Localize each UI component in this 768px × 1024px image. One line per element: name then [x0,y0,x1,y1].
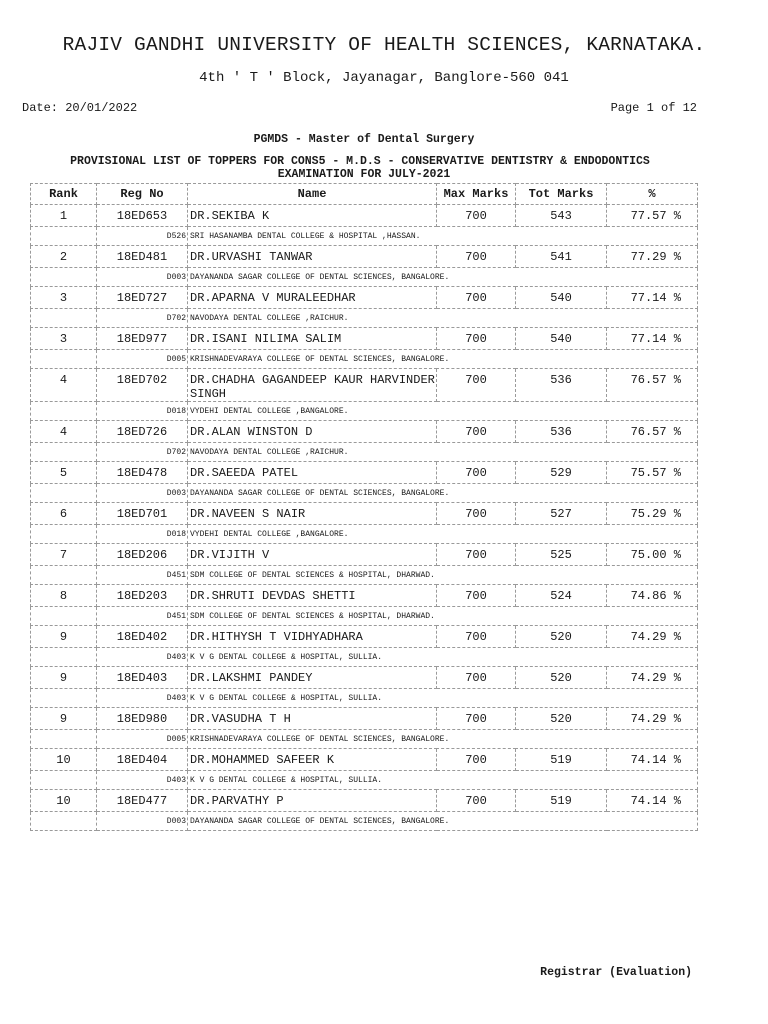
rank-cell: 9 [31,708,97,730]
college-row-spacer [31,689,97,708]
page-indicator: Page 1 of 12 [610,101,697,115]
tot-marks-cell: 520 [516,626,607,648]
college-code-cell: D005 [97,730,188,749]
college-row-spacer [31,402,97,421]
tot-marks-cell: 536 [516,369,607,402]
rank-cell: 7 [31,544,97,566]
tot-marks-cell: 540 [516,328,607,350]
college-name-cell: VYDEHI DENTAL COLLEGE ,BANGALORE. [188,402,698,421]
name-cell: DR.LAKSHMI PANDEY [188,667,437,689]
rank-cell: 5 [31,462,97,484]
column-header-max-marks: Max Marks [437,184,516,205]
name-cell: DR.ALAN WINSTON D [188,421,437,443]
college-code-cell: D451 [97,566,188,585]
percent-cell: 74.14 % [607,790,698,812]
reg-no-cell: 18ED477 [97,790,188,812]
percent-cell: 77.14 % [607,287,698,309]
name-cell: DR.ISANI NILIMA SALIM [188,328,437,350]
name-cell: DR.URVASHI TANWAR [188,246,437,268]
max-marks-cell: 700 [437,246,516,268]
tot-marks-cell: 525 [516,544,607,566]
reg-no-cell: 18ED203 [97,585,188,607]
college-name-cell: SRI HASANAMBA DENTAL COLLEGE & HOSPITAL ,HASSAN. [188,227,698,246]
table-row [31,667,698,689]
college-row-spacer [31,268,97,287]
percent-cell: 74.86 % [607,585,698,607]
college-code-cell: D003 [97,484,188,503]
max-marks-cell: 700 [437,544,516,566]
college-row [31,309,698,328]
tot-marks-cell: 540 [516,287,607,309]
toppers-table [30,183,698,831]
name-cell: DR.NAVEEN S NAIR [188,503,437,525]
tot-marks-cell: 519 [516,749,607,771]
reg-no-cell: 18ED478 [97,462,188,484]
rank-cell: 10 [31,790,97,812]
name-cell: DR.VIJITH V [188,544,437,566]
table-row [31,585,698,607]
reg-no-cell: 18ED402 [97,626,188,648]
percent-cell: 75.29 % [607,503,698,525]
college-name-cell: DAYANANDA SAGAR COLLEGE OF DENTAL SCIENCES, BANGALORE. [188,484,698,503]
reg-no-cell: 18ED481 [97,246,188,268]
name-cell: DR.APARNA V MURALEEDHAR [188,287,437,309]
table-row [31,369,698,402]
table-row [31,708,698,730]
list-title-line1: PROVISIONAL LIST OF TOPPERS FOR CONS5 - M.D.S - CONSERVATIVE DENTISTRY & ENDODONTICS [70,155,650,168]
table-row [31,287,698,309]
college-row [31,350,698,369]
name-cell: DR.VASUDHA T H [188,708,437,730]
max-marks-cell: 700 [437,421,516,443]
college-code-cell: D018 [97,402,188,421]
college-name-cell: VYDEHI DENTAL COLLEGE ,BANGALORE. [188,525,698,544]
rank-cell: 9 [31,626,97,648]
rank-cell: 10 [31,749,97,771]
table-row [31,328,698,350]
college-row-spacer [31,812,97,831]
college-code-cell: D451 [97,607,188,626]
column-header-tot-marks: Tot Marks [516,184,607,205]
tot-marks-cell: 541 [516,246,607,268]
college-name-cell: KRISHNADEVARAYA COLLEGE OF DENTAL SCIENCES, BANGALORE. [188,730,698,749]
university-title: RAJIV GANDHI UNIVERSITY OF HEALTH SCIENCES, KARNATAKA. [62,34,706,56]
percent-cell: 76.57 % [607,421,698,443]
reg-no-cell: 18ED206 [97,544,188,566]
max-marks-cell: 700 [437,328,516,350]
reg-no-cell: 18ED701 [97,503,188,525]
college-row [31,607,698,626]
name-cell: DR.CHADHA GAGANDEEP KAUR HARVINDER SINGH [188,369,437,402]
college-name-cell: SDM COLLEGE OF DENTAL SCIENCES & HOSPITAL, DHARWAD. [188,566,698,585]
max-marks-cell: 700 [437,626,516,648]
rank-cell: 3 [31,328,97,350]
table-row [31,544,698,566]
max-marks-cell: 700 [437,462,516,484]
college-row-spacer [31,309,97,328]
college-row-spacer [31,525,97,544]
college-row-spacer [31,648,97,667]
college-row-spacer [31,443,97,462]
reg-no-cell: 18ED977 [97,328,188,350]
college-row [31,484,698,503]
rank-cell: 9 [31,667,97,689]
max-marks-cell: 700 [437,790,516,812]
college-row-spacer [31,771,97,790]
list-title-line2: EXAMINATION FOR JULY-2021 [277,168,451,181]
document-date: Date: 20/01/2022 [22,101,138,115]
college-code-cell: D526 [97,227,188,246]
table-row [31,749,698,771]
max-marks-cell: 700 [437,749,516,771]
reg-no-cell: 18ED653 [97,205,188,227]
percent-cell: 77.57 % [607,205,698,227]
college-row-spacer [31,227,97,246]
course-title: PGMDS - Master of Dental Surgery [253,133,475,146]
reg-no-cell: 18ED702 [97,369,188,402]
college-row [31,268,698,287]
college-code-cell: D003 [97,812,188,831]
column-header-name: Name [188,184,437,205]
column-header-reg-no: Reg No [97,184,188,205]
college-row-spacer [31,730,97,749]
college-row [31,443,698,462]
rank-cell: 4 [31,421,97,443]
college-name-cell: SDM COLLEGE OF DENTAL SCIENCES & HOSPITAL, DHARWAD. [188,607,698,626]
max-marks-cell: 700 [437,503,516,525]
tot-marks-cell: 519 [516,790,607,812]
max-marks-cell: 700 [437,205,516,227]
percent-cell: 74.14 % [607,749,698,771]
max-marks-cell: 700 [437,667,516,689]
college-name-cell: K V G DENTAL COLLEGE & HOSPITAL, SULLIA. [188,689,698,708]
college-name-cell: K V G DENTAL COLLEGE & HOSPITAL, SULLIA. [188,648,698,667]
rank-cell: 4 [31,369,97,402]
tot-marks-cell: 527 [516,503,607,525]
table-row [31,205,698,227]
college-row [31,771,698,790]
registrar-signature-label: Registrar (Evaluation) [540,966,692,979]
name-cell: DR.SHRUTI DEVDAS SHETTI [188,585,437,607]
reg-no-cell: 18ED404 [97,749,188,771]
reg-no-cell: 18ED727 [97,287,188,309]
table-header-row [31,184,698,205]
college-row-spacer [31,484,97,503]
table-body [31,205,698,831]
column-header-rank: Rank [31,184,97,205]
percent-cell: 74.29 % [607,626,698,648]
rank-cell: 2 [31,246,97,268]
college-row-spacer [31,350,97,369]
name-cell: DR.PARVATHY P [188,790,437,812]
name-cell: DR.MOHAMMED SAFEER K [188,749,437,771]
percent-cell: 75.57 % [607,462,698,484]
reg-no-cell: 18ED980 [97,708,188,730]
college-row [31,566,698,585]
college-name-cell: K V G DENTAL COLLEGE & HOSPITAL, SULLIA. [188,771,698,790]
max-marks-cell: 700 [437,585,516,607]
college-name-cell: DAYANANDA SAGAR COLLEGE OF DENTAL SCIENCES, BANGALORE. [188,268,698,287]
reg-no-cell: 18ED726 [97,421,188,443]
college-code-cell: D003 [97,268,188,287]
percent-cell: 77.29 % [607,246,698,268]
tot-marks-cell: 543 [516,205,607,227]
college-code-cell: D702 [97,309,188,328]
reg-no-cell: 18ED403 [97,667,188,689]
college-row [31,812,698,831]
table-row [31,790,698,812]
tot-marks-cell: 529 [516,462,607,484]
percent-cell: 74.29 % [607,667,698,689]
tot-marks-cell: 520 [516,667,607,689]
name-cell: DR.HITHYSH T VIDHYADHARA [188,626,437,648]
college-row [31,648,698,667]
max-marks-cell: 700 [437,708,516,730]
table-row [31,503,698,525]
university-address: 4th ' T ' Block, Jayanagar, Banglore-560 041 [199,70,569,86]
college-code-cell: D005 [97,350,188,369]
college-row-spacer [31,566,97,585]
college-row [31,227,698,246]
rank-cell: 8 [31,585,97,607]
college-row [31,525,698,544]
rank-cell: 6 [31,503,97,525]
college-name-cell: NAVODAYA DENTAL COLLEGE ,RAICHUR. [188,443,698,462]
percent-cell: 77.14 % [607,328,698,350]
college-row [31,730,698,749]
tot-marks-cell: 524 [516,585,607,607]
rank-cell: 3 [31,287,97,309]
max-marks-cell: 700 [437,287,516,309]
college-code-cell: D702 [97,443,188,462]
rank-cell: 1 [31,205,97,227]
percent-cell: 74.29 % [607,708,698,730]
percent-cell: 75.00 % [607,544,698,566]
tot-marks-cell: 520 [516,708,607,730]
college-name-cell: NAVODAYA DENTAL COLLEGE ,RAICHUR. [188,309,698,328]
percent-cell: 76.57 % [607,369,698,402]
college-row [31,402,698,421]
name-cell: DR.SEKIBA K [188,205,437,227]
max-marks-cell: 700 [437,369,516,402]
table-row [31,626,698,648]
table-row [31,246,698,268]
tot-marks-cell: 536 [516,421,607,443]
college-code-cell: D403 [97,689,188,708]
name-cell: DR.SAEEDA PATEL [188,462,437,484]
column-header-percent: % [607,184,698,205]
college-name-cell: DAYANANDA SAGAR COLLEGE OF DENTAL SCIENCES, BANGALORE. [188,812,698,831]
college-name-cell: KRISHNADEVARAYA COLLEGE OF DENTAL SCIENCES, BANGALORE. [188,350,698,369]
table-row [31,421,698,443]
college-code-cell: D018 [97,525,188,544]
college-code-cell: D403 [97,771,188,790]
college-row-spacer [31,607,97,626]
college-code-cell: D403 [97,648,188,667]
college-row [31,689,698,708]
table-row [31,462,698,484]
